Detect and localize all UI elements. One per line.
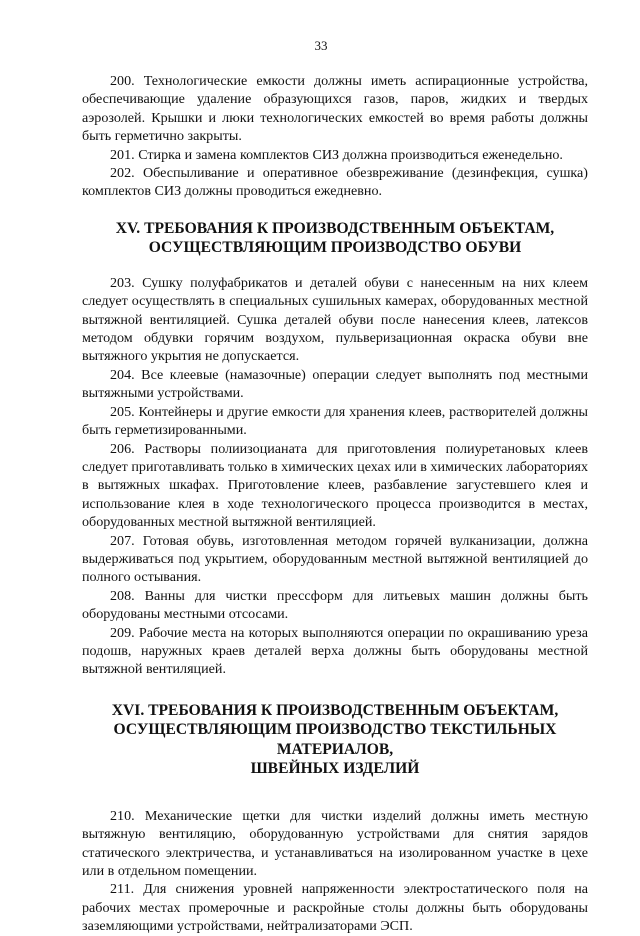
paragraph-211: 211. Для снижения уровней напряженности электростатического поля на рабочих местах промерочные и раскройные столы должны быть оборудованы заземляющими устройствами, нейтрализаторами ЭСП. — [82, 881, 588, 935]
paragraph-205: 205. Контейнеры и другие емкости для хранения клеев, растворителей должны быть герметизированными. — [82, 403, 588, 439]
paragraph-203: 203. Сушку полуфабрикатов и деталей обуви с нанесенным на них клеем следует осуществлять в специальных сушильных камерах, оборудованных местной вытяжной вентиляцией. Сушка деталей обуви после нанесения клеев, латексов методом обдувки горячим воздухом, пульверизационная окраска обуви вне вытяжного укрытия не допускается. — [82, 274, 588, 365]
paragraph-206: 206. Растворы полиизоцианата для приготовления полиуретановых клеев следует приготавливать только в химических цехах или в химических лабораториях в вытяжных шкафах. Приготовление клеев, разбавление загустевшего клея и использование клея в ходе технологического процесса производится в местах, оборудованных местной вытяжной вентиляцией. — [82, 440, 588, 531]
section-xvi-title-line-1: XVI. ТРЕБОВАНИЯ К ПРОИЗВОДСТВЕННЫМ ОБЪЕКТАМ, — [111, 701, 559, 719]
section-xvi-title-line-2: ОСУЩЕСТВЛЯЮЩИМ ПРОИЗВОДСТВО ТЕКСТИЛЬНЫХ МАТЕРИАЛОВ, — [113, 721, 557, 758]
section-xv-title — [82, 219, 588, 258]
paragraph-204: 204. Все клеевые (намазочные) операции следует выполнять под местными вытяжными устройствами. — [82, 366, 588, 402]
section-xv-title-line-2: ОСУЩЕСТВЛЯЮЩИМ ПРОИЗВОДСТВО ОБУВИ — [148, 239, 522, 257]
paragraph-202: 202. Обеспыливание и оперативное обезвреживание (дезинфекция, сушка) комплектов СИЗ должны проводиться ежедневно. — [82, 165, 588, 200]
section-xvi-title — [82, 701, 588, 779]
paragraph-209: 209. Рабочие места на которых выполняются операции по окрашиванию уреза подошв, наружных краев деталей верха должны быть оборудованы местной вытяжной вентиляцией. — [82, 624, 588, 678]
paragraph-207: 207. Готовая обувь, изготовленная методом горячей вулканизации, должна выдерживаться под укрытием, оборудованным местной вытяжной вентиляцией до полного остывания. — [82, 532, 588, 586]
paragraph-201: 201. Стирка и замена комплектов СИЗ должна производиться еженедельно. — [110, 146, 563, 163]
paragraph-208: 208. Ванны для чистки прессформ для литьевых машин должны быть оборудованы местными отсосами. — [82, 587, 588, 623]
section-xv-title-line-1: XV. ТРЕБОВАНИЯ К ПРОИЗВОДСТВЕННЫМ ОБЪЕКТАМ, — [115, 219, 555, 237]
paragraph-200: 200. Технологические емкости должны иметь аспирационные устройства, обеспечивающие удаление образующихся газов, паров, жидких и твердых аэрозолей. Крышки и люки технологических емкостей во время работы должны быть герметично закрыты. — [82, 73, 588, 145]
section-xvi-title-line-3: ШВЕЙНЫХ ИЗДЕЛИЙ — [250, 760, 420, 778]
page-number: 33 — [314, 38, 328, 53]
paragraph-210: 210. Механические щетки для чистки изделий должны иметь местную вытяжную вентиляцию, оборудованную устройствами для снятия зарядов статического электричества, и устанавливаться на изолированном участке в цехе или в отдельном помещении. — [82, 807, 588, 879]
